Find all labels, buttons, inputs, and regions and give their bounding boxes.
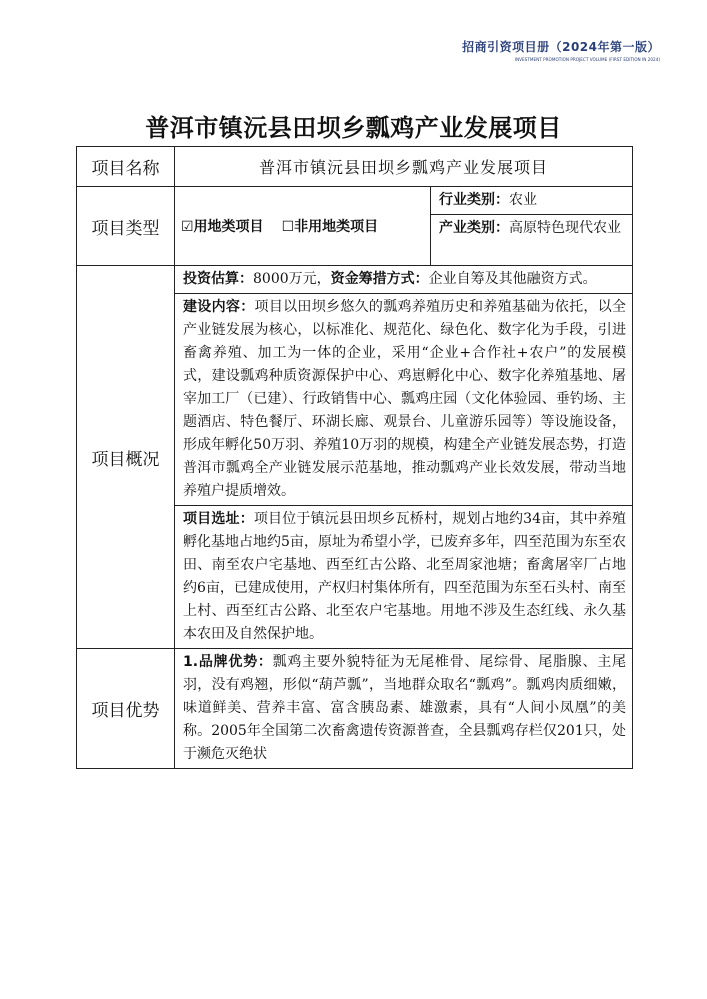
funding-label: 资金筹措方式：	[330, 271, 429, 287]
brand-text: 瓢鸡主要外貌特征为无尾椎骨、尾综骨、尾脂腺、主尾羽，没有鸡翘，形似“葫芦瓢”，当地群众取名“瓢鸡”。瓢鸡肉质细嫩，味道鲜美、营养丰富、富含胰岛素、雄激素，具有“人间小凤凰”的美称。2005年全国第二次畜禽遗传资源普查，全县瓢鸡存栏仅201只，处于濒危灭绝状	[183, 654, 627, 762]
brand-label: 1.品牌优势：	[183, 654, 273, 670]
row-project-name	[77, 147, 633, 187]
non-land-use-option[interactable]: ☐非用地类项目	[281, 219, 379, 235]
brand-paragraph	[175, 649, 632, 768]
sector-category-label: 产业类别：	[439, 220, 509, 236]
investment-value: 8000万元，	[253, 271, 331, 287]
construction-cell	[175, 294, 633, 506]
construction-paragraph	[175, 294, 632, 505]
project-type-label: 项目类型	[77, 187, 175, 266]
project-type-options	[175, 187, 431, 266]
investment-paragraph	[175, 266, 632, 293]
advantages-cell	[175, 649, 633, 769]
row-advantages	[77, 649, 633, 769]
land-use-option[interactable]: ☑用地类项目	[181, 219, 264, 235]
project-table	[76, 146, 633, 769]
industry-category-label: 行业类别：	[439, 192, 509, 208]
header-title: 招商引资项目册（2024年第一版）	[462, 40, 660, 54]
project-name-label: 项目名称	[77, 147, 175, 187]
sector-category	[431, 215, 633, 266]
sector-category-value: 高原特色现代农业	[509, 220, 621, 236]
row-project-type	[77, 187, 633, 215]
industry-category	[431, 187, 633, 215]
project-name-value: 普洱市镇沅县田坝乡瓢鸡产业发展项目	[175, 147, 633, 187]
construction-label: 建设内容：	[183, 299, 255, 315]
page-header	[462, 38, 660, 62]
site-cell	[175, 506, 633, 649]
overview-label: 项目概况	[77, 266, 175, 649]
site-label: 项目选址：	[183, 511, 254, 527]
site-text: 项目位于镇沅县田坝乡瓦桥村，规划占地约34亩，其中养殖孵化基地占地约5亩，原址为希望小学，已废弃多年，四至范围为东至农田、南至农户宅基地、西至红古公路、北至周家池塘；畜禽屠宰厂占地约6亩，已建成使用，产权归村集体所有，四至范围为东至石头村、南至上村、西至红古公路、北至农户宅基地。用地不涉及生态红线、永久基本农田及自然保护地。	[183, 511, 627, 642]
document-title: 普洱市镇沅县田坝乡瓢鸡产业发展项目	[145, 113, 562, 142]
investment-cell	[175, 266, 633, 294]
row-investment	[77, 266, 633, 294]
header-subtitle: INVESTMENT PROMOTION PROJECT VOLUME (FIRST EDITION IN 2024)	[514, 57, 660, 62]
site-paragraph	[175, 506, 632, 648]
funding-value: 企业自筹及其他融资方式。	[428, 271, 597, 287]
advantages-label: 项目优势	[77, 649, 175, 769]
investment-label: 投资估算：	[183, 271, 253, 287]
industry-category-value: 农业	[509, 192, 537, 208]
construction-text: 项目以田坝乡悠久的瓢鸡养殖历史和养殖基础为依托，以全产业链发展为核心，以标准化、规范化、绿色化、数字化为手段，引进畜禽养殖、加工为一体的企业，采用“企业+合作社+农户”的发展模式，建设瓢鸡种质资源保护中心、鸡崽孵化中心、数字化养殖基地、屠宰加工厂（已建）、行政销售中心、瓢鸡庄园（文化体验园、垂钓场、主题酒店、特色餐厅、环湖长廊、观景台、儿童游乐园等）等设施设备，形成年孵化50万羽、养殖10万羽的规模，构建全产业链发展态势，打造普洱市瓢鸡全产业链发展示范基地，推动瓢鸡产业长效发展，带动当地养殖户提质增效。	[183, 299, 627, 499]
